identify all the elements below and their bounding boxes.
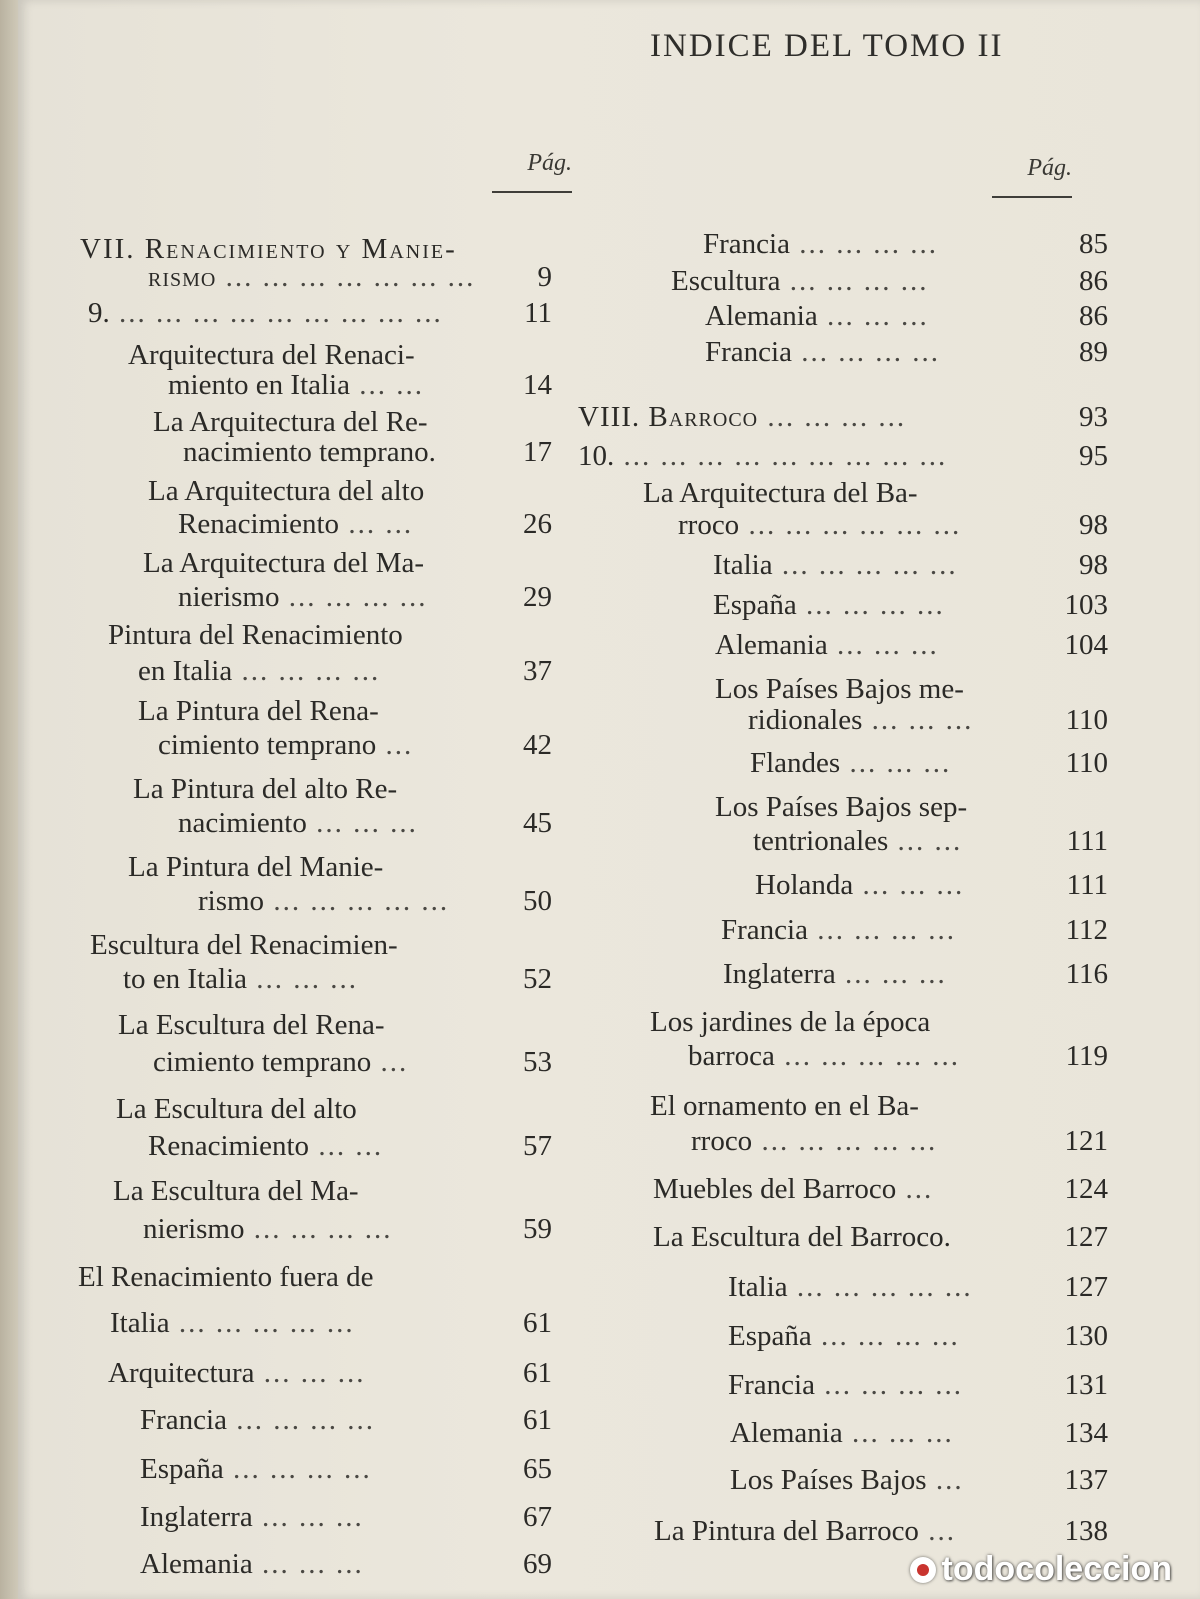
right-entry-title: La Arquitectura del Ba- [643,477,918,509]
left-page-number: 61 [523,1307,552,1339]
right-entry-title: Francia [728,1369,815,1401]
left-entry-title: La Arquitectura del Ma- [143,547,425,579]
right-entry-title: Italia [728,1271,788,1303]
right-leader-dots: ... ... ... [835,958,947,990]
right-entry-title: Italia [713,549,773,581]
left-entry-title: Escultura del Renacimien- [90,929,398,961]
right-entry-line [730,1461,1083,1499]
right-entry-line [728,1366,1083,1404]
left-entry-line [113,1172,505,1210]
left-entry-line [148,1127,505,1165]
left-leader-dots: ... ... ... [252,1548,364,1580]
left-entry-title: Arquitectura [108,1357,255,1389]
left-entry-title: cimiento temprano [153,1046,372,1078]
right-page-number: 112 [1065,914,1108,946]
left-entry-title: Francia [140,1404,227,1436]
left-page-number: 11 [524,297,552,329]
left-leader-dots: ... ... ... ... [279,581,428,613]
right-page-number: 95 [1079,440,1108,472]
left-entry-line [128,848,505,886]
right-entry-title: El ornamento en el Ba- [650,1090,919,1122]
right-leader-dots: ... ... ... [862,704,974,736]
left-entry-title: en Italia [138,655,233,687]
right-page-number: 138 [1064,1515,1108,1547]
left-entry-title: Pintura del Renacimiento [108,619,403,651]
right-entry-title: Alemania [705,300,818,332]
right-entry-title: Flandes [750,747,841,779]
left-entry-title: cimiento temprano [158,729,377,761]
left-entry-title: VII. Renacimiento y Manie- [80,233,457,265]
right-page-number: 93 [1079,401,1108,433]
right-entry-title: tentrionales [753,825,889,857]
left-page-number: 61 [523,1404,552,1436]
right-leader-dots: ... ... ... ... ... ... [739,509,962,541]
left-entry-title: Renacimiento [178,508,340,540]
right-leader-dots: ... ... ... [817,300,929,332]
right-leader-dots: ... ... ... ... ... [752,1125,938,1157]
right-leader-dots: ... ... ... ... [796,589,945,621]
right-entry-title: Los Países Bajos me- [715,673,964,705]
left-leader-dots: ... [371,1046,409,1078]
left-leader-dots: ... ... ... ... [232,655,381,687]
right-page-number: 134 [1064,1417,1108,1449]
right-entry-line [703,225,1003,263]
right-entry-title: Alemania [730,1417,843,1449]
left-page-number: 59 [523,1213,552,1245]
left-leader-dots: ... ... ... [247,963,359,995]
right-entry-line [713,586,1027,624]
left-entry-title: miento en Italia [168,369,350,401]
left-entry-line [143,544,505,582]
left-entry-title: Arquitectura del Renaci- [128,339,415,371]
watermark-logo-icon [910,1557,936,1583]
right-leader-dots: ... ... ... [840,747,952,779]
left-entry-title: to en Italia [123,963,248,995]
left-entry-line [138,652,505,690]
left-leader-dots: ... [376,729,414,761]
right-entry-title: Muebles del Barroco [653,1173,897,1205]
left-leader-dots: ... ... [309,1130,384,1162]
right-entry-line [650,1003,1065,1041]
left-entry-title: Alemania [140,1548,253,1580]
left-leader-dots: ... ... ... ... ... ... ... ... ... [109,297,443,329]
right-entry-line [688,1037,1065,1075]
right-page-number: 111 [1066,869,1108,901]
right-page-number: 104 [1064,629,1108,661]
left-entry-line [148,258,495,296]
left-page-number: 29 [523,581,552,613]
left-entry-line [133,770,505,808]
right-entry-line [653,1170,1068,1208]
right-entry-title: Los Países Bajos [730,1464,927,1496]
right-page-number: 137 [1064,1464,1108,1496]
right-entry-title: Inglaterra [723,958,836,990]
right-entry-line [653,1218,1068,1256]
right-entry-line [755,866,1052,904]
left-entry-line [108,616,505,654]
right-page-number: 119 [1065,1040,1108,1072]
left-entry-line [140,1401,505,1439]
left-page-number: 67 [523,1501,552,1533]
right-entry-title: Los Países Bajos sep- [715,791,968,823]
right-leader-dots: ... ... ... ... [807,914,956,946]
right-page-number: 127 [1064,1221,1108,1253]
left-leader-dots: ... ... ... [252,1501,364,1533]
right-page-number: 131 [1064,1369,1108,1401]
left-leader-dots: ... ... ... ... [244,1213,393,1245]
left-entry-title: La Pintura del alto Re- [133,773,398,805]
right-entry-line [715,788,1030,826]
right-leader-dots: ... ... ... ... [814,1369,963,1401]
right-entry-line [578,437,1008,475]
right-entry-line [650,1087,1065,1125]
right-page-number: 124 [1064,1173,1108,1205]
right-entry-line [705,297,1004,335]
right-page-number: 89 [1079,336,1108,368]
left-page-number: 9 [537,261,552,293]
right-entry-line [721,911,1051,949]
left-entry-line [88,294,493,332]
right-entry-title: Holanda [755,869,854,901]
right-entry-line [691,1122,1068,1160]
right-entry-title: barroca [688,1040,775,1072]
right-leader-dots: ... ... ... ... [780,265,929,297]
left-entry-line [183,433,505,471]
left-entry-title: España [140,1453,224,1485]
right-page-number: 127 [1064,1271,1108,1303]
left-entry-line [140,1450,505,1488]
left-entry-title: nacimiento [178,807,307,839]
left-entry-line [140,1545,505,1583]
left-page-number: 14 [523,369,552,401]
right-page-number: 130 [1064,1320,1108,1352]
left-entry-title: La Escultura del Rena- [118,1009,385,1041]
right-page-number: 110 [1065,704,1108,736]
right-entry-title: Francia [721,914,808,946]
left-leader-dots: ... ... ... [254,1357,366,1389]
book-spine-edge [0,0,18,1599]
left-entry-title: nierismo [178,581,280,613]
left-entry-title: rismo [198,885,265,917]
right-leader-dots: ... ... [888,825,963,857]
right-entry-title: Los jardines de la época [650,1006,931,1038]
left-leader-dots: ... ... ... ... [223,1453,372,1485]
left-entry-line [140,1498,505,1536]
right-entry-line [730,1414,1083,1452]
right-leader-dots: ... ... ... ... [791,336,940,368]
left-page-number: 65 [523,1453,552,1485]
right-leader-dots: ... ... ... [842,1417,954,1449]
left-page-number: 52 [523,963,552,995]
right-leader-dots: ... ... ... ... ... [787,1271,973,1303]
left-leader-dots: ... ... ... ... ... [264,885,450,917]
left-entry-title: rismo [148,261,217,293]
left-page-number: 45 [523,807,552,839]
left-page-number: 57 [523,1130,552,1162]
right-entry-line [705,333,1004,371]
right-entry-title: 10. [578,440,615,472]
left-page-number: 26 [523,508,552,540]
left-entry-title: La Pintura del Manie- [128,851,384,883]
left-entry-title: Renacimiento [148,1130,310,1162]
left-leader-dots: ... ... [350,369,424,401]
right-page-number: 85 [1079,228,1108,260]
left-page-number: 37 [523,655,552,687]
right-entry-line [671,262,1004,300]
right-leader-dots: ... [896,1173,934,1205]
right-entry-line [715,626,1047,664]
page-header-title: INDICE DEL TOMO II [650,28,1004,64]
left-entry-title: El Renacimiento fuera de [78,1261,374,1293]
left-page-number: 53 [523,1046,552,1078]
left-entry-line [168,366,505,404]
right-entry-title: Francia [705,336,792,368]
right-entry-line [723,955,1053,993]
left-entry-title: La Arquitectura del Re- [153,406,428,438]
right-entry-title: VIII. Barroco [578,401,759,433]
right-entry-title: Francia [703,228,790,260]
right-page-number: 86 [1079,265,1108,297]
right-page-number: 98 [1079,549,1108,581]
right-entry-title: ridionales [748,704,863,736]
left-entry-title: Inglaterra [140,1501,253,1533]
right-pag-label: Pág. [992,155,1072,198]
right-leader-dots: ... ... ... ... [811,1320,960,1352]
left-page-number: 50 [523,885,552,917]
left-entry-line [138,692,505,730]
left-page-number: 42 [523,729,552,761]
left-page-number: 17 [523,436,552,468]
watermark [910,1550,1172,1589]
left-entry-line [78,1258,505,1296]
right-leader-dots: ... ... ... ... [758,401,907,433]
right-entry-line [713,546,1023,584]
left-entry-line [158,726,505,764]
right-entry-title: rroco [678,509,740,541]
left-entry-title: Italia [110,1307,170,1339]
right-page-number: 116 [1065,958,1108,990]
right-entry-line [578,398,1008,436]
right-entry-line [728,1317,1083,1355]
right-leader-dots: ... ... ... ... ... ... ... ... ... [614,440,948,472]
left-entry-line [178,505,505,543]
left-pag-label: Pág. [492,150,572,193]
left-entry-title: La Arquitectura del alto [148,475,425,507]
left-entry-line [108,1354,505,1392]
right-entry-line [728,1268,1083,1306]
right-entry-title: La Escultura del Barroco. [653,1221,951,1253]
left-page-number: 61 [523,1357,552,1389]
right-leader-dots: ... [918,1515,956,1547]
right-page-number: 110 [1065,747,1108,779]
right-leader-dots: ... [926,1464,964,1496]
right-entry-title: Escultura [671,265,781,297]
left-entry-line [198,882,505,920]
right-leader-dots: ... ... ... ... ... [772,549,958,581]
left-entry-title: 9. [88,297,110,329]
left-leader-dots: ... ... ... ... ... [169,1307,355,1339]
left-page-number: 69 [523,1548,552,1580]
right-entry-title: La Pintura del Barroco [654,1515,919,1547]
book-page [18,0,1200,1599]
right-page-number: 121 [1064,1125,1108,1157]
right-page-number: 103 [1064,589,1108,621]
right-leader-dots: ... ... ... [853,869,965,901]
left-leader-dots: ... ... ... ... [226,1404,375,1436]
left-entry-title: La Pintura del Rena- [138,695,379,727]
right-entry-line [748,701,1048,739]
left-entry-line [116,1090,505,1128]
left-leader-dots: ... ... [339,508,414,540]
right-leader-dots: ... ... ... [827,629,939,661]
right-page-number: 111 [1066,825,1108,857]
left-entry-line [118,1006,505,1044]
left-entry-line [110,1304,505,1342]
right-entry-line [678,506,1015,544]
left-entry-line [143,1210,505,1248]
right-leader-dots: ... ... ... ... ... [774,1040,960,1072]
left-entry-title: nierismo [143,1213,245,1245]
right-entry-title: Alemania [715,629,828,661]
right-entry-line [753,822,1050,860]
left-leader-dots: ... ... ... [306,807,418,839]
right-entry-title: España [713,589,797,621]
right-page-number: 98 [1079,509,1108,541]
right-leader-dots: ... ... ... ... [789,228,938,260]
left-entry-title: La Escultura del alto [116,1093,357,1125]
left-entry-line [123,960,505,998]
left-leader-dots: ... ... ... ... ... ... ... [216,261,476,293]
right-page-number: 86 [1079,300,1108,332]
left-entry-title: La Escultura del Ma- [113,1175,359,1207]
right-entry-title: rroco [691,1125,753,1157]
left-entry-line [90,926,505,964]
right-entry-line [750,744,1050,782]
right-entry-title: España [728,1320,812,1352]
left-entry-line [178,578,505,616]
watermark-text: todocoleccion [941,1550,1172,1588]
left-entry-line [153,1043,505,1081]
right-entry-line [654,1512,1079,1550]
left-entry-title: nacimiento temprano. [183,436,436,468]
left-entry-line [178,804,505,842]
